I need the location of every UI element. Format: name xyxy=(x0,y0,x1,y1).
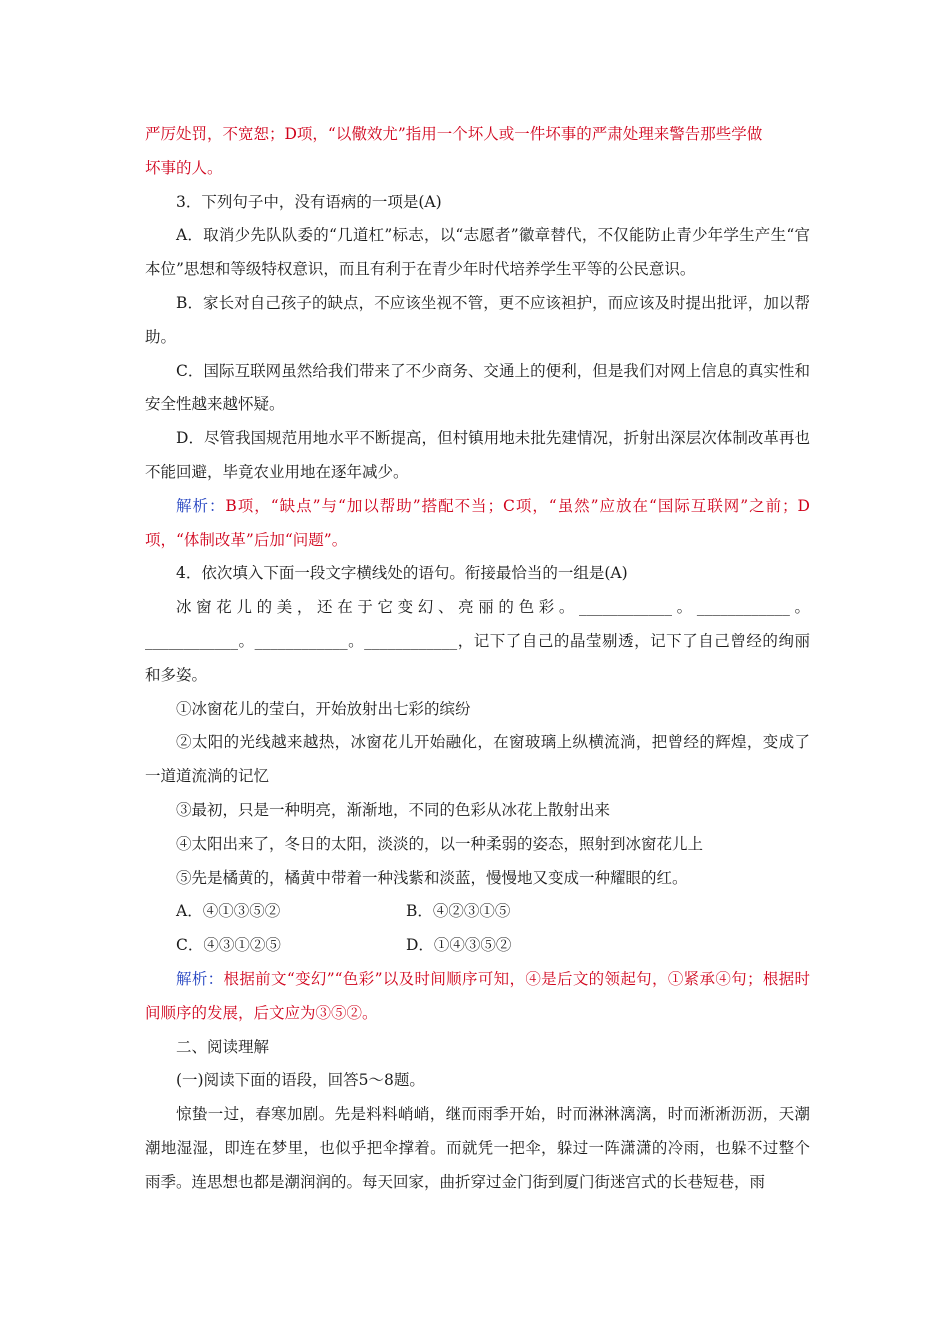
q3-analysis-text: B项，“缺点”与“加以帮助”搭配不当；C项，“虽然”应放在“国际互联网”之前；D项，“体制改革”后加“问题”。 xyxy=(145,496,810,549)
q4-stem: 4．依次填入下面一段文字横线处的语句。衔接最恰当的一组是(A) xyxy=(176,564,628,583)
q4-analysis-label: 解析： xyxy=(176,969,224,988)
q3-option-c: C．国际互联网虽然给我们带来了不少商务、交通上的便利，但是我们对网上信息的真实性和安全性越来越怀疑。 xyxy=(145,361,810,414)
reading-passage: 惊蛰一过，春寒加剧。先是料料峭峭，继而雨季开始，时而淋淋漓漓，时而淅淅沥沥，天潮潮地湿湿，即连在梦里，也似乎把伞撑着。而就凭一把伞，躲过一阵潇潇的冷雨，也躲不过整个雨季。连思想也都是潮润润的。每天回家，曲折穿过金门街到厦门街迷宫式的长巷短巷，雨 xyxy=(145,1105,810,1191)
q2-analysis-line1: 严厉处罚，不宽恕；D项，“以儆效尤”指用一个坏人或一件坏事的严肃处理来警告那些学做 xyxy=(145,125,763,143)
q4-analysis xyxy=(145,963,810,1031)
q3-analysis-label: 解析： xyxy=(176,496,226,515)
q4-options-row-2 xyxy=(145,929,810,963)
q3-option-b: B．家长对自己孩子的缺点，不应该坐视不管，更不应该袒护，而应该及时提出批评，加以帮助。 xyxy=(145,293,810,346)
q4-option-a: A．④①③⑤② xyxy=(176,902,281,921)
q4-analysis-text: 根据前文“变幻”“色彩”以及时间顺序可知，④是后文的领起句，①紧承④句；根据时间顺序的发展，后文应为③⑤②。 xyxy=(145,969,810,1022)
q4-item-3: ③最初，只是一种明亮，渐渐地，不同的色彩从冰花上散射出来 xyxy=(176,800,611,819)
section-subheading: (一)阅读下面的语段，回答5～8题。 xyxy=(176,1071,425,1090)
q4-passage: 冰窗花儿的美，还在于它变幻、亮丽的色彩。____________。____________。____________。____________。____________，记下了自己的晶莹剔透，记下了自己曾经的绚丽和多姿。 xyxy=(145,598,810,684)
document-page xyxy=(145,118,810,1200)
q4-option-d: D．①④③⑤② xyxy=(406,936,512,955)
q2-analysis-line2: 坏事的人。 xyxy=(145,158,223,177)
q4-option-b: B．④②③①⑤ xyxy=(406,902,511,921)
q4-option-c: C．④③①②⑤ xyxy=(176,936,281,955)
q3-analysis xyxy=(145,490,810,558)
q3-option-a: A．取消少先队队委的“几道杠”标志，以“志愿者”徽章替代，不仅能防止青少年学生产生“官本位”思想和等级特权意识，而且有利于在青少年时代培养学生平等的公民意识。 xyxy=(145,226,810,279)
q4-options-row-1 xyxy=(145,895,810,929)
q4-item-4: ④太阳出来了，冬日的太阳，淡淡的，以一种柔弱的姿态，照射到冰窗花儿上 xyxy=(176,834,704,853)
q3-option-d: D．尽管我国规范用地水平不断提高，但村镇用地未批先建情况，折射出深层次体制改革再也不能回避，毕竟农业用地在逐年减少。 xyxy=(145,429,810,481)
section-heading: 二、阅读理解 xyxy=(176,1037,270,1056)
q3-stem: 3．下列句子中，没有语病的一项是(A) xyxy=(176,192,442,211)
q4-item-2: ②太阳的光线越来越热，冰窗花儿开始融化，在窗玻璃上纵横流淌，把曾经的辉煌，变成了一道道流淌的记忆 xyxy=(145,733,810,786)
q4-item-5: ⑤先是橘黄的，橘黄中带着一种浅紫和淡蓝，慢慢地又变成一种耀眼的红。 xyxy=(176,868,688,887)
q4-item-1: ①冰窗花儿的莹白，开始放射出七彩的缤纷 xyxy=(176,699,471,718)
